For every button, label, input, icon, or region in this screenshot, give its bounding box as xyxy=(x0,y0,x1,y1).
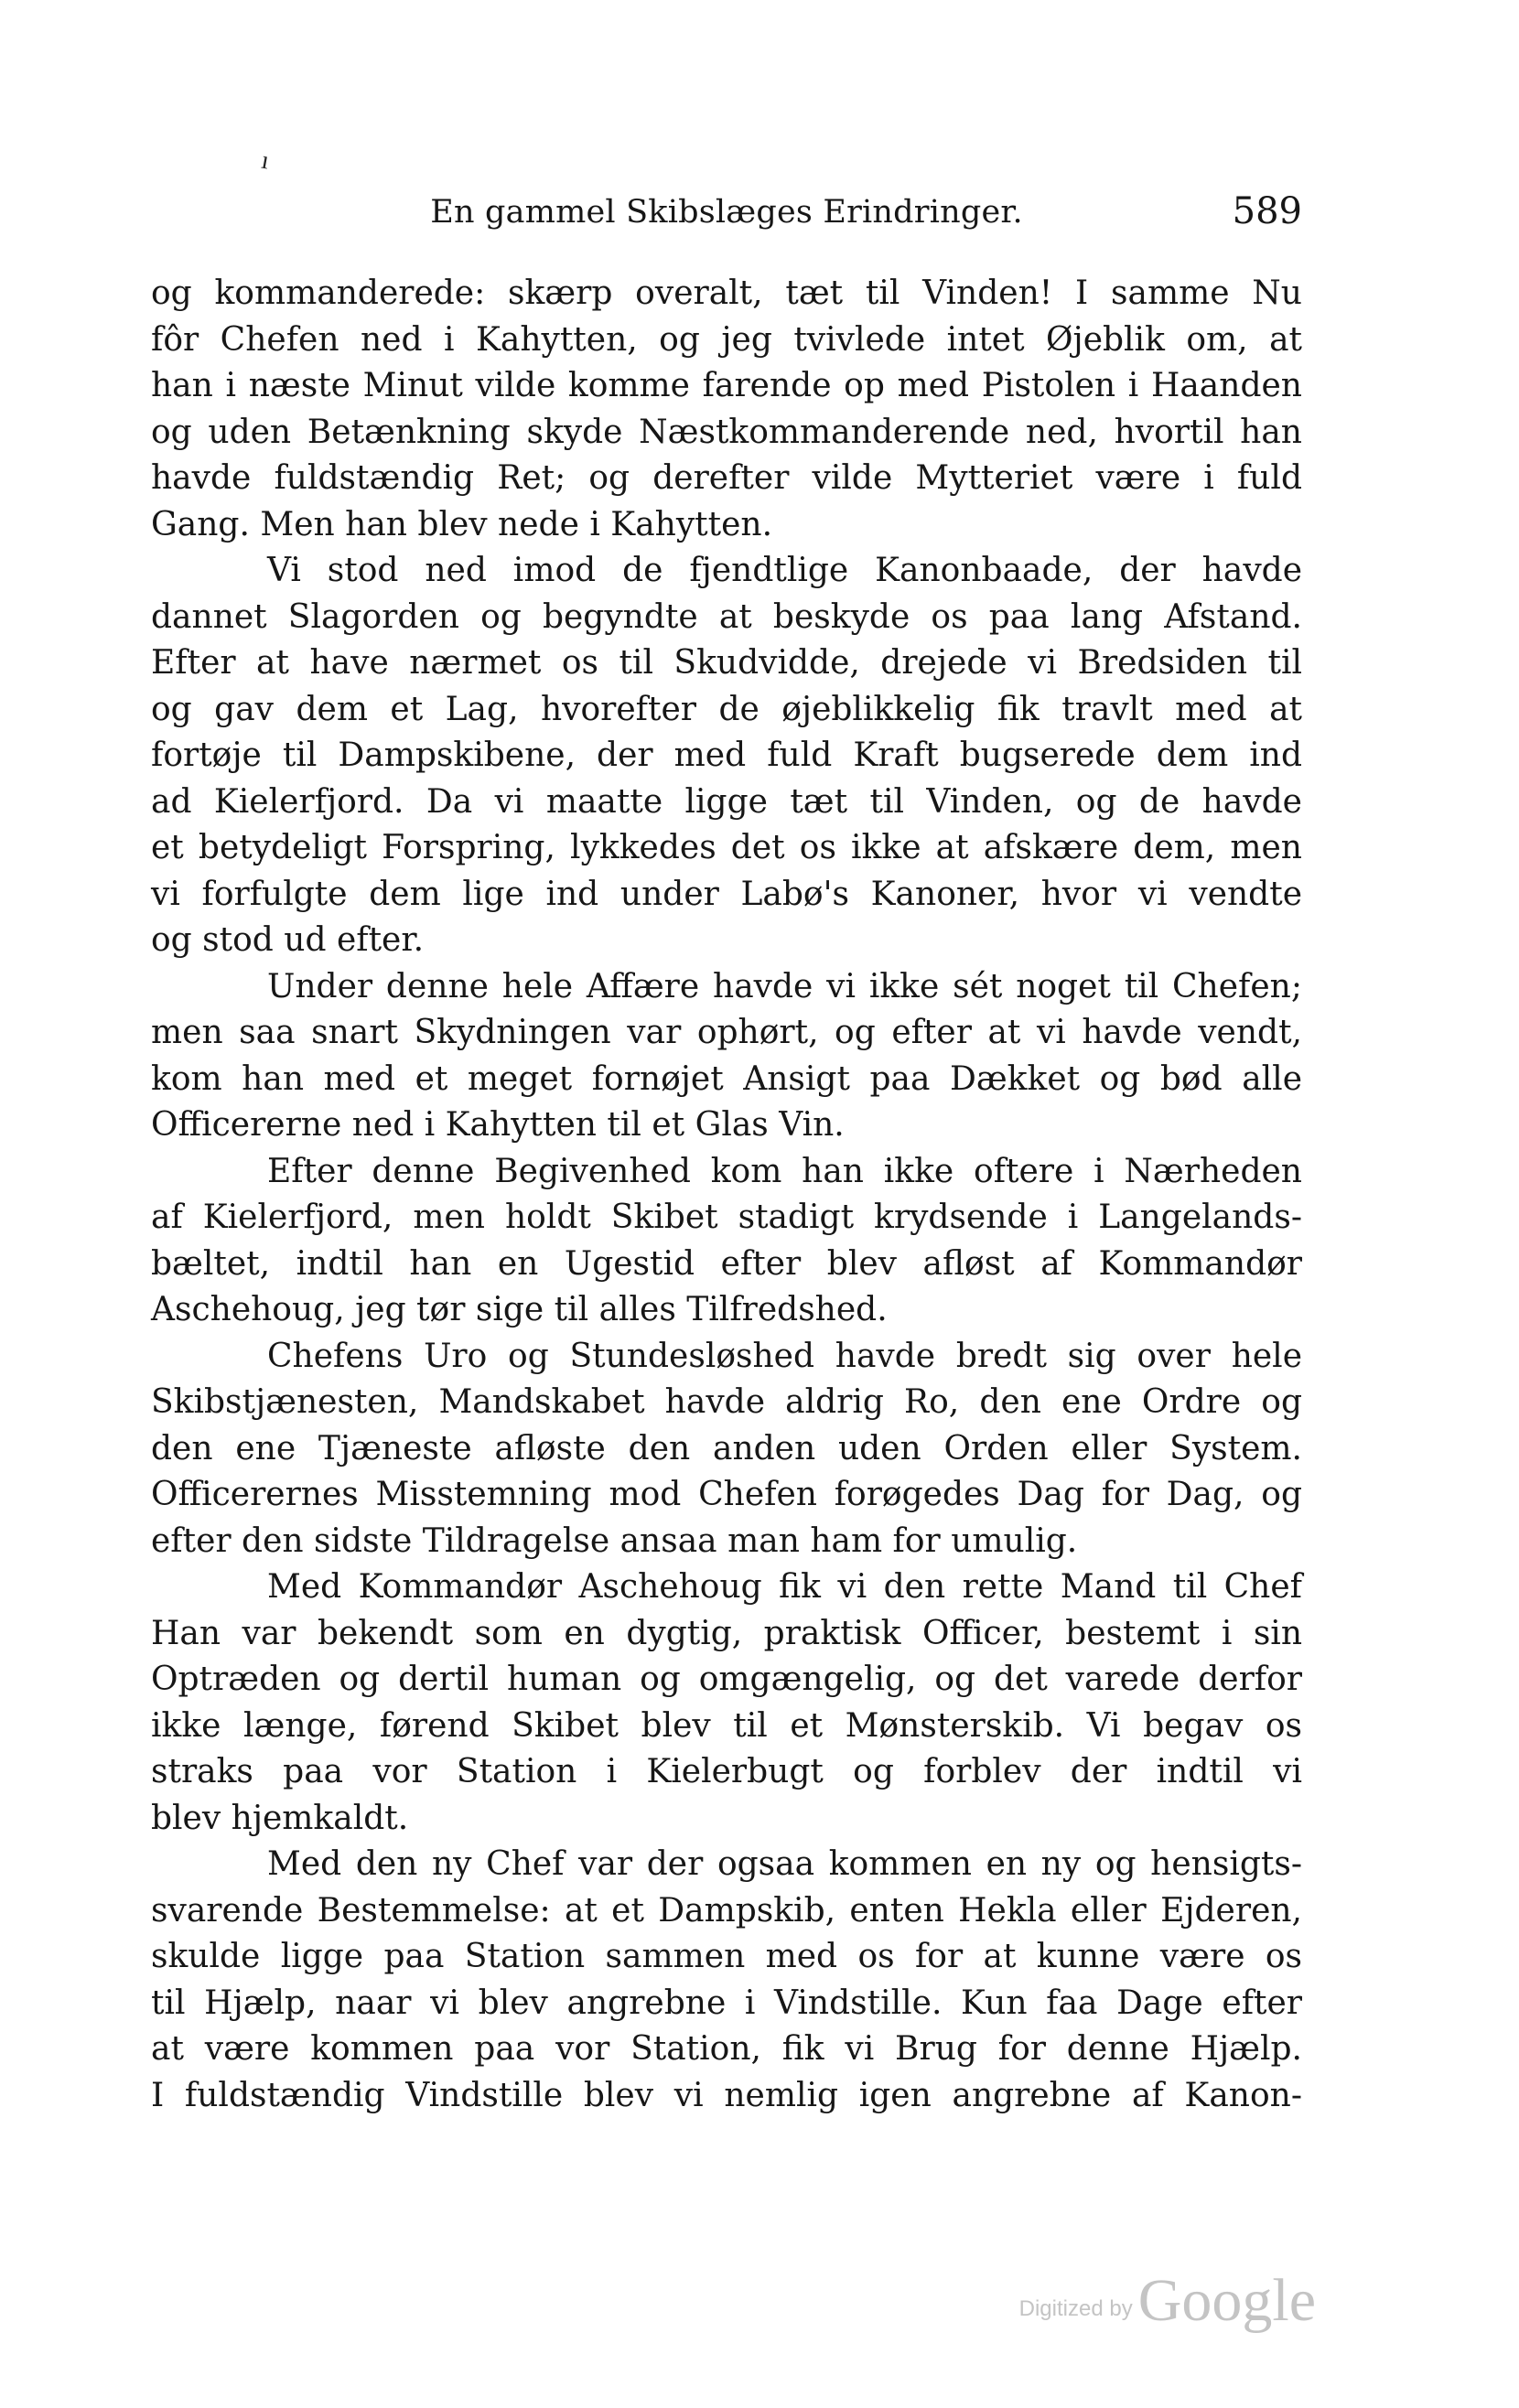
text-line: og uden Betænkning skyde Næstkommanderende ned, hvortil han xyxy=(151,413,1302,451)
text-line: Under denne hele Affære havde vi ikke sét noget til Chefen; xyxy=(267,967,1302,1005)
running-title: En gammel Skibslæges Erindringer. xyxy=(430,194,1023,231)
paragraph xyxy=(151,548,1302,964)
text-line: Officerernes Misstemning mod Chefen forøgedes Dag for Dag, og xyxy=(151,1476,1302,1513)
text-line: og stod ud efter. xyxy=(151,921,425,959)
text-line: Med den ny Chef var der ogsaa kommen en ny og hensigts- xyxy=(267,1845,1302,1883)
paragraph xyxy=(151,1842,1302,2119)
text-line: fortøje til Dampskibene, der med fuld Kraft bugserede dem ind xyxy=(151,736,1302,774)
text-line: Chefens Uro og Stundesløshed havde bredt sig over hele xyxy=(267,1337,1302,1375)
text-line: Aschehoug, jeg tør sige til alles Tilfredshed. xyxy=(151,1291,888,1328)
text-line: ikke længe, førend Skibet blev til et Mønsterskib. Vi begav os xyxy=(151,1706,1302,1745)
text-line: dannet Slagorden og begyndte at beskyde os paa lang Afstand. xyxy=(151,597,1302,636)
text-line: at være kommen paa vor Station, fik vi Brug for denne Hjælp. xyxy=(151,2030,1302,2068)
page-number: 589 xyxy=(1232,190,1302,232)
text-line: Skibstjænesten, Mandskabet havde aldrig Ro, den ene Ordre og xyxy=(151,1383,1302,1421)
digitization-watermark xyxy=(1018,2258,1316,2334)
text-line: I fuldstændig Vindstille blev vi nemlig igen angrebne af Kanon- xyxy=(151,2076,1302,2114)
text-line: og gav dem et Lag, hvorefter de øjeblikkelig fik travlt med at xyxy=(151,690,1302,728)
text-line: den ene Tjæneste afløste den anden uden Orden eller System. xyxy=(151,1429,1302,1467)
text-line: kom han med et meget fornøjet Ansigt paa Dækket og bød alle xyxy=(151,1059,1302,1098)
text-line: blev hjemkaldt. xyxy=(151,1799,409,1837)
text-line: bæltet, indtil han en Ugestid efter blev afløst af Kommandør xyxy=(151,1244,1302,1283)
text-line: svarende Bestemmelse: at et Dampskib, enten Hekla eller Ejderen, xyxy=(151,1891,1302,1930)
page-header xyxy=(151,181,1302,236)
text-line: straks paa vor Station i Kielerbugt og forblev der indtil vi xyxy=(151,1753,1302,1790)
paragraph xyxy=(151,964,1302,1149)
text-line: Efter denne Begivenhed kom han ikke oftere i Nærheden xyxy=(267,1152,1302,1190)
text-line: Optræden og dertil human og omgængelig, og det varede derfor xyxy=(151,1661,1302,1698)
paragraph xyxy=(151,1334,1302,1565)
text-line: vi forfulgte dem lige ind under Labø's Kanoner, hvor vi vendte xyxy=(151,875,1302,913)
body-text xyxy=(151,271,1302,2119)
text-line: Gang. Men han blev nede i Kahytten. xyxy=(151,505,773,543)
text-line: Med Kommandør Aschehoug fik vi den rette Mand til Chef xyxy=(267,1568,1302,1606)
watermark-logo: Google xyxy=(1137,2267,1316,2334)
text-line: og kommanderede: skærp overalt, tæt til Vinden! I samme Nu xyxy=(151,274,1302,312)
text-line: af Kielerfjord, men holdt Skibet stadigt krydsende i Langelands- xyxy=(151,1199,1302,1236)
text-line: skulde ligge paa Station sammen med os for at kunne være os xyxy=(151,1938,1302,1975)
text-line: fôr Chefen ned i Kahytten, og jeg tvivlede intet Øjeblik om, at xyxy=(151,320,1302,359)
text-line: Han var bekendt som en dygtig, praktisk Officer, bestemt i sin xyxy=(151,1614,1302,1652)
paragraph xyxy=(151,271,1302,548)
text-line: ad Kielerfjord. Da vi maatte ligge tæt til Vinden, og de havde xyxy=(151,782,1302,821)
text-line: Vi stod ned imod de fjendtlige Kanonbaade, der havde xyxy=(267,552,1302,589)
text-line: til Hjælp, naar vi blev angrebne i Vindstille. Kun faa Dage efter xyxy=(151,1983,1302,2022)
paragraph xyxy=(151,1149,1302,1334)
watermark-prefix: Digitized by xyxy=(1018,2296,1133,2321)
text-line: han i næste Minut vilde komme farende op med Pistolen i Haanden xyxy=(151,367,1302,404)
stray-ink-mark: ı xyxy=(259,145,272,176)
paragraph xyxy=(151,1564,1302,1842)
text-line: Officererne ned i Kahytten til et Glas Vin. xyxy=(151,1106,845,1144)
text-line: Efter at have nærmet os til Skudvidde, drejede vi Bredsiden til xyxy=(151,644,1302,682)
text-line: efter den sidste Tildragelse ansaa man ham for umulig. xyxy=(151,1521,1078,1560)
text-line: havde fuldstændig Ret; og derefter vilde Mytteriet være i fuld xyxy=(151,459,1302,497)
text-line: et betydeligt Forspring, lykkedes det os ikke at afskære dem, men xyxy=(151,829,1302,866)
text-line: men saa snart Skydningen var ophørt, og efter at vi havde vendt, xyxy=(151,1014,1302,1051)
